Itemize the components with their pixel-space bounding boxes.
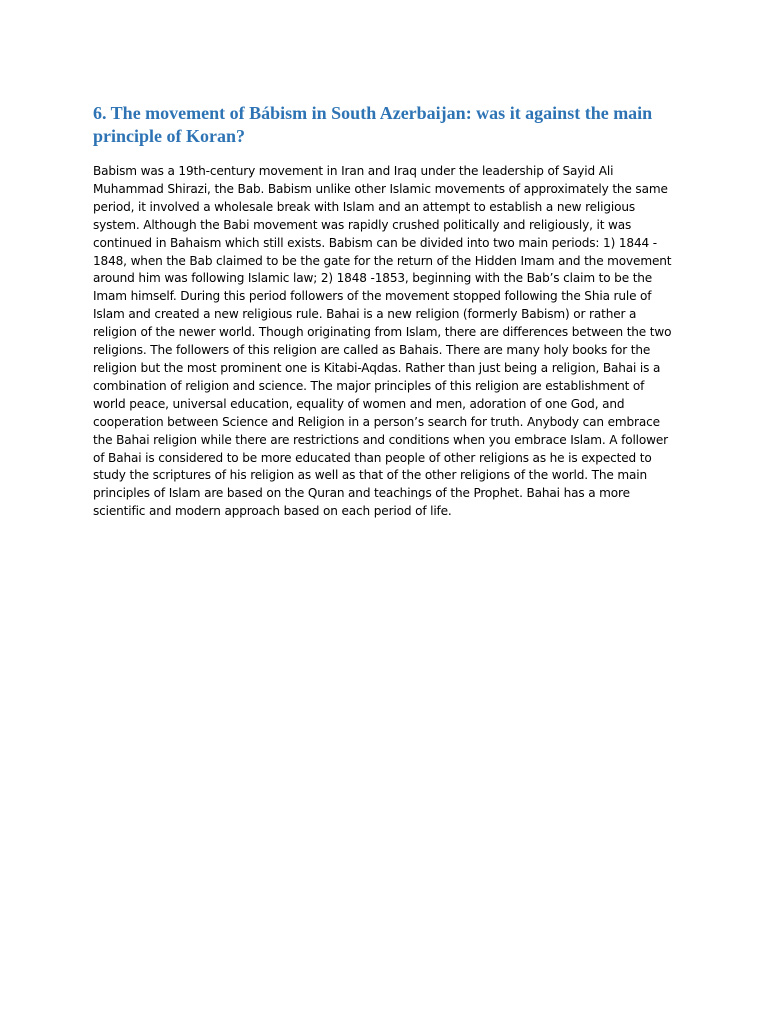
body-paragraph: Babism was a 19th-century movement in Iran and Iraq under the leadership of Sayid Ali Muhammad Shirazi, the Bab. Babism unlike other Islamic movements of approximately the same period, it involved a wholesale break with Islam and an attempt to establish a new religious system. Although the Babi movement was rapidly crushed politically and religiously, it was continued in Bahaism which still exists. Babism can be divided into two main periods: 1) 1844 - 1848, when the Bab claimed to be the gate for the return of the Hidden Imam and the movement around him was following Islamic law; 2) 1848 -1853, beginning with the Bab’s claim to be the Imam himself. During this period followers of the movement stopped following the Shia rule of Islam and created a new religious rule. Bahai is a new religion (formerly Babism) or rather a religion of the newer world. Though originating from Islam, there are differences between the two religions. The followers of this religion are called as Bahais. There are many holy books for the religion but the most prominent one is Kitabi-Aqdas. Rather than just being a religion, Bahai is a combination of religion and science. The major principles of this religion are establishment of world peace, universal education, equality of women and men, adoration of one God, and cooperation between Science and Religion in a person’s search for truth. Anybody can embrace the Bahai religion while there are restrictions and conditions when you embrace Islam. A follower of Bahai is considered to be more educated than people of other religions as he is expected to study the scriptures of his religion as well as that of the other religions of the world. The main principles of Islam are based on the Quran and teachings of the Prophet. Bahai has a more scientific and modern approach based on each period of life.: [93, 164, 672, 519]
section-heading: 6. The movement of Bábism in South Azerbaijan: was it against the main principle of Koran?: [93, 103, 653, 146]
